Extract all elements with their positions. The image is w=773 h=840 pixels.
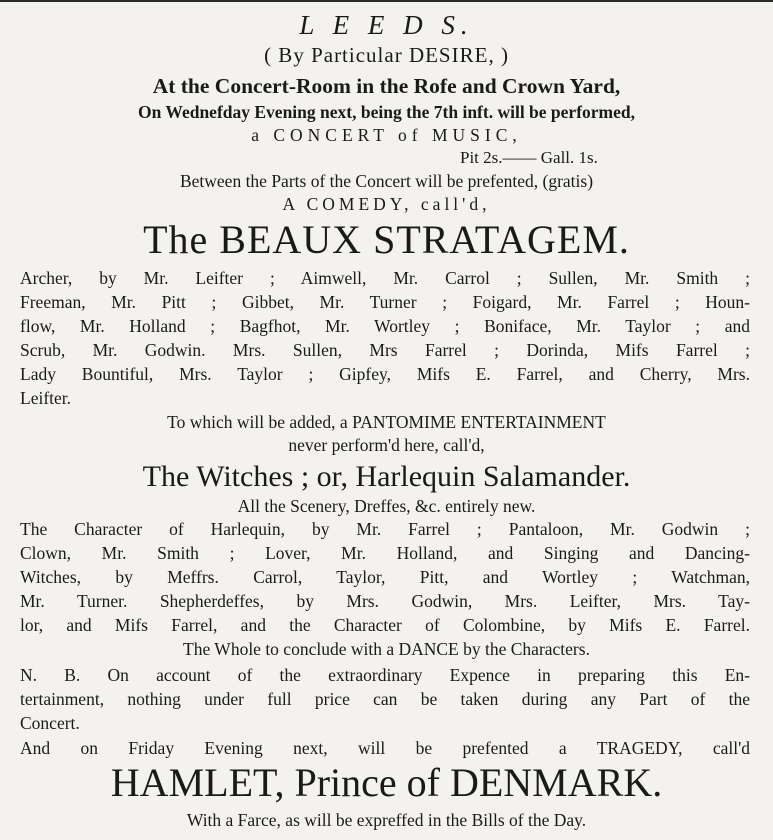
friday-line: And on Friday Evening next, will be prefented a TRAGEDY, call'd [20, 738, 750, 758]
town-heading: L E E D S. [299, 10, 474, 40]
farce-line: With a Farce, as will be expreffed in the Bills of the Day. [186, 810, 587, 830]
cast-line: Leifter. [20, 388, 72, 408]
date-line: On Wednefday Evening next, being the 7th inft. will be performed, [138, 102, 635, 122]
play-title: The BEAUX STRATAGEM. [143, 217, 630, 262]
pantomime-cast-line: Clown, Mr. Smith ; Lover, Mr. Holland, and Singing and Dancing- [20, 543, 750, 563]
pantomime-cast-line: The Character of Harlequin, by Mr. Farrel ; Pantaloon, Mr. Godwin ; [20, 519, 750, 539]
by-desire-line: ( By Particular DESIRE, ) [264, 43, 509, 67]
scenery-line: All the Scenery, Dreffes, &c. entirely new. [237, 496, 536, 516]
cast-line: Archer, by Mr. Leifter ; Aimwell, Mr. Carrol ; Sullen, Mr. Smith ; [20, 268, 750, 288]
concert-line: a CONCERT of MUSIC, [251, 125, 522, 145]
between-line: Between the Parts of the Concert will be prefented, (gratis) [179, 171, 594, 191]
added-line: To which will be added, a PANTOMIME ENTERTAINMENT [167, 412, 606, 432]
cast-line: flow, Mr. Holland ; Bagfhot, Mr. Wortley ; Boniface, Mr. Taylor ; and [20, 316, 750, 336]
cast-line: Freeman, Mr. Pitt ; Gibbet, Mr. Turner ; Foigard, Mr. Farrel ; Houn- [20, 292, 750, 312]
pantomime-cast-line: lor, and Mifs Farrel, and the Character of Colombine, by Mifs E. Farrel. [20, 615, 750, 635]
never-line: never perform'd here, call'd, [288, 435, 485, 455]
venue-line: At the Concert-Room in the Rofe and Crown Yard, [152, 74, 621, 98]
nota-bene-line: Concert. [20, 713, 80, 733]
prices-line: Pit 2s.—— Gall. 1s. [460, 148, 598, 167]
cast-line: Scrub, Mr. Godwin. Mrs. Sullen, Mrs Farrel ; Dorinda, Mifs Farrel ; [20, 340, 750, 360]
nota-bene-line: N. B. On account of the extraordinary Expence in preparing this En- [20, 665, 750, 685]
top-rule [0, 0, 773, 2]
pantomime-title: The Witches ; or, Harlequin Salamander. [142, 460, 631, 493]
nota-bene-line: tertainment, nothing under full price can be taken during any Part of the [20, 689, 750, 709]
comedy-line: A COMEDY, call'd, [282, 194, 491, 214]
tragedy-title: HAMLET, Prince of DENMARK. [110, 760, 663, 805]
pantomime-cast-line: Witches, by Meffrs. Carrol, Taylor, Pitt, and Wortley ; Watchman, [20, 567, 750, 587]
cast-line: Lady Bountiful, Mrs. Taylor ; Gipfey, Mifs E. Farrel, and Cherry, Mrs. [20, 364, 750, 384]
pantomime-cast-line: Mr. Turner. Shepherdeffes, by Mrs. Godwin, Mrs. Leifter, Mrs. Tay- [20, 591, 750, 611]
dance-line: The Whole to conclude with a DANCE by the Characters. [183, 639, 590, 659]
